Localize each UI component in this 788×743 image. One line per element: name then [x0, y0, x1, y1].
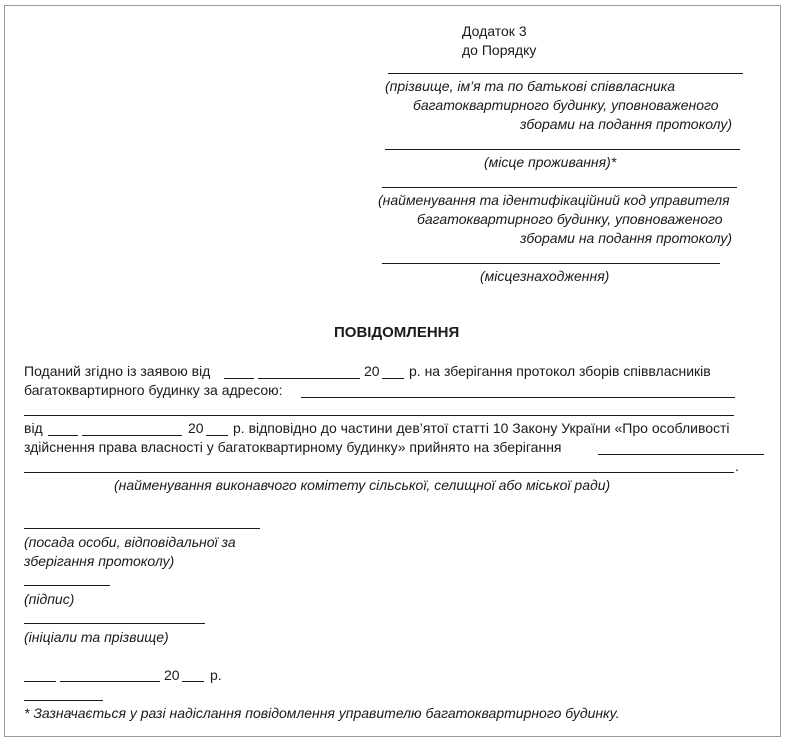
- notice-title: ПОВІДОМЛЕННЯ: [334, 324, 460, 341]
- notice-line4-from: від: [24, 420, 43, 436]
- committee-caption: (найменування виконавчого комітету сільської, селищної або міської ради): [114, 477, 611, 493]
- committee-blank-continued: [24, 472, 734, 473]
- notice-line1-rest: р. на зберігання протокол зборів співвласників: [409, 363, 711, 379]
- address-blank: [301, 397, 735, 398]
- order-label: до Порядку: [462, 42, 537, 58]
- appendix-label: Додаток 3: [462, 23, 527, 39]
- year-prefix-1: 20: [364, 363, 380, 379]
- day-blank-2: [48, 435, 78, 436]
- position-caption-line1: (посада особи, відповідальної за: [24, 534, 236, 550]
- owner-caption-line3: зборами на подання протоколу): [520, 116, 733, 132]
- residence-caption: (місце проживання)*: [484, 154, 617, 170]
- year-blank-2: [206, 435, 228, 436]
- name-line: [24, 623, 205, 624]
- notice-line2-text: багатоквартирного будинку за адресою:: [24, 382, 283, 398]
- month-blank-2: [82, 435, 182, 436]
- owner-caption-line2: багатоквартирного будинку, уповноваженого: [413, 97, 719, 113]
- date-year-prefix: 20: [164, 667, 180, 683]
- owner-caption-line1: (прізвище, ім’я та по батькові співвласника: [385, 78, 676, 94]
- date-year-blank: [182, 681, 204, 682]
- signature-line: [24, 585, 110, 586]
- address-blank-continued: [24, 415, 734, 416]
- manager-caption-line2: багатоквартирного будинку, уповноваженого: [417, 211, 723, 227]
- notice-line4-rest: р. відповідно до частини дев’ятої статті 10 Закону України «Про особливості: [233, 420, 730, 436]
- month-blank-1: [258, 378, 360, 379]
- name-caption: (ініціали та прізвище): [24, 629, 169, 645]
- day-blank-1: [224, 378, 254, 379]
- committee-blank: [598, 454, 764, 455]
- notice-line1-text: Поданий згідно із заявою від: [24, 363, 211, 379]
- manager-line: [382, 187, 737, 188]
- manager-caption-line1: (найменування та ідентифікаційний код управителя: [378, 192, 730, 208]
- notice-line6-period: .: [735, 458, 739, 474]
- date-day-blank: [24, 681, 56, 682]
- location-line: [382, 263, 720, 264]
- year-prefix-2: 20: [188, 420, 204, 436]
- position-caption-line2: зберігання протоколу): [24, 553, 175, 569]
- footnote-text: * Зазначається у разі надіслання повідомлення управителю багатоквартирного будинку.: [24, 705, 620, 721]
- footnote-separator: [24, 700, 103, 701]
- date-suffix: р.: [210, 667, 222, 683]
- position-line: [24, 528, 260, 529]
- owner-name-line: [388, 73, 743, 74]
- manager-caption-line3: зборами на подання протоколу): [520, 230, 733, 246]
- signature-caption: (підпис): [24, 591, 75, 607]
- location-caption: (місцезнаходження): [480, 268, 610, 284]
- date-month-blank: [60, 681, 160, 682]
- year-blank-1: [382, 378, 404, 379]
- notice-line5-text: здійснення права власності у багатоквартирному будинку» прийнято на зберігання: [24, 439, 562, 455]
- residence-line: [385, 149, 740, 150]
